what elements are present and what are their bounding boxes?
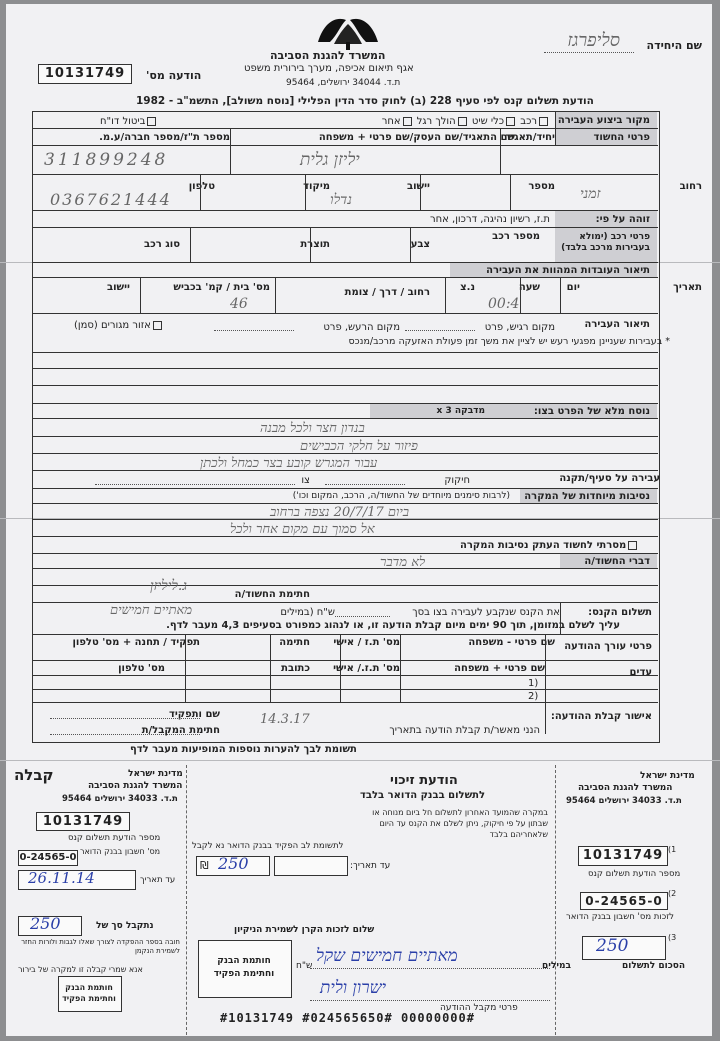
offense-source-options: רכב כלי שיט הולך רגל אחר xyxy=(250,116,550,127)
issuer-name-label: שם פרטי - משפחה xyxy=(468,637,555,648)
receipt-name-role: שם ותפקיד xyxy=(168,709,220,720)
ministry-address: ת.ד. 34044 ירושלים, 95464 xyxy=(286,78,401,88)
noise-source-label: מקום הרעש, פרט xyxy=(323,322,400,333)
receipt-state: מדינת ישראל xyxy=(128,769,183,779)
handwritten-phone: 0367621444 xyxy=(50,190,172,209)
handwritten-hour: 00:4 xyxy=(488,296,520,312)
offense-source-label: מקור ביצוע העבירה xyxy=(557,115,650,126)
footer-note: תשומת לבך להערות נוספות המופיעות מעבר לדף xyxy=(130,744,357,755)
checkbox-handed-copy[interactable] xyxy=(628,541,637,550)
handed-copy: מסרתי לחשוד העתק נסיבות המקרה xyxy=(460,540,639,551)
witness-name-label: שם פרטי + משפחה xyxy=(454,663,545,674)
facts-city-label: יישוב xyxy=(106,282,130,293)
voucher-right-notice-number: 10131749 xyxy=(578,846,668,866)
vehicle-color-label: צבע xyxy=(410,239,430,250)
voucher-right-account-label: לזכות מס' חשבון בבנק הדואר xyxy=(566,912,674,922)
vehicle-number-label: מספר רכב xyxy=(492,231,540,242)
handwritten-receipt-date: 14.3.17 xyxy=(260,712,310,727)
description-label: תיאור העבירה xyxy=(584,319,650,330)
receipt-title: קבלה xyxy=(14,766,54,784)
receipt-address: ת.ד. 34033 ירושלים 95464 xyxy=(62,794,178,804)
number-label: מספר xyxy=(528,181,555,192)
voucher-amount: 250 xyxy=(218,854,249,873)
violation-law-label: חיקוק xyxy=(444,475,470,486)
sensitive-place-label: מקום רגיש, פרט xyxy=(484,322,555,333)
receipt-signature: חתימת המקבל/ת xyxy=(141,725,220,736)
department-name: אגף תיאום אכיפה, מערך בירורית משפט xyxy=(244,63,414,74)
voucher-right-account: 0-24565-0 xyxy=(580,892,668,910)
suspect-words-label: דברי החשוד/ה xyxy=(584,556,650,567)
residential-area: אזור מגורים (סמן) xyxy=(74,320,164,331)
notice-title: הודעת תשלום קנס לפי סעיף 228 (ב) לחוק סדר הדין הפלילי [נוסח משולב], התשמ"ב - 1982 xyxy=(136,95,594,107)
voucher-text: במקרה שהמועד האחרון לתשלום חל ביום מנוחה או שבתון על פי חיקוק, ניתן לשלם את הקנס עד היום שלאחריהם בלבד xyxy=(372,808,548,839)
facts-street-label: רחוב / דרך / צומת xyxy=(344,287,430,298)
checkbox-other[interactable] xyxy=(403,117,412,126)
witness-row-1: 1) xyxy=(528,678,539,689)
voucher-until-label: עד תאריך: xyxy=(350,861,391,871)
facts-house-label: מס' בית / קמ' בכביש xyxy=(173,282,270,293)
suspect-section-label: פרטי החשוד xyxy=(593,132,650,143)
facts-hour-label: שעה xyxy=(518,282,540,293)
receipt-confirm-label: אישור קבלת ההודעה: xyxy=(550,711,652,722)
suspect-id-label: מספר ת"ז/מספר חברה/ע.מ. xyxy=(99,132,230,143)
witness-id-label: מס' ת.ז./ אישי xyxy=(333,663,400,674)
voucher-currency-icon: ₪ xyxy=(200,859,209,872)
identified-by-options: ת.ז, רשיון נהיגה, דרכון, אחר xyxy=(429,214,550,225)
vehicle-type-label: סוג רכב xyxy=(144,239,180,250)
checkbox-vehicle[interactable] xyxy=(539,117,548,126)
notice-number-label: הודעה מס' xyxy=(146,69,202,82)
payment-label: תשלום הקנס: xyxy=(588,607,652,618)
checkbox-vessel[interactable] xyxy=(506,117,515,126)
unit-name-line xyxy=(544,52,634,53)
receipt-ministry: המשרד להגנת הסביבה xyxy=(88,781,183,791)
handwritten-suspect-words: לא מדבר xyxy=(380,555,426,570)
receipt-bank-stamp-text: חותמת הבנק וחתימת הפקיד xyxy=(62,983,116,1003)
voucher-right-sum-label: הסכום לתשלום xyxy=(622,961,686,971)
witnesses-label: עדים xyxy=(629,667,652,678)
facts-day-label: יום xyxy=(566,282,580,293)
ministry-emblem-icon xyxy=(310,12,386,52)
handwritten-payment-words: מאתיים חמישים xyxy=(110,603,193,618)
facts-date-label: תאריך xyxy=(673,282,702,293)
suspect-name-label: שם התאגיד/שם העסק/שם פרטי + משפחה xyxy=(318,132,515,143)
suspect-signature-label: חתימת החשוד/ה xyxy=(234,589,310,600)
voucher-clerk-note: לתשומת לב הפקיד בבנק הדואר נא לקבל xyxy=(192,841,344,851)
voucher-title: הודעת זיכוי xyxy=(390,773,458,788)
receipt-date-label: עד תאריך xyxy=(140,875,176,885)
handwritten-street: זמני xyxy=(580,186,601,202)
fold-line xyxy=(0,760,720,761)
circumstances-handwriting-2: אל סמוך עם מקום אחר ולכל xyxy=(230,522,375,537)
witness-row-2: 2) xyxy=(528,691,539,702)
city-label: יישוב xyxy=(406,181,430,192)
unit-type-label: יחיד/תאגיד xyxy=(505,132,555,143)
receipt-notice-number-label: מספר הודעת תשלום קנס xyxy=(68,833,161,843)
voucher-words-value: מאתיים חמישים שקל xyxy=(316,946,458,966)
facts-title: תיאור העובדות המהוות את העבירה xyxy=(486,265,650,276)
voucher-subtitle: לתשלום בבנק הדואר בלבד xyxy=(360,790,486,801)
payment-line2: עליך לשלם במזומן, תוך 90 ימים מיום קבלת הודעה זו, או לנהוג כמפורט בסעיפים 4,3 מעבר לדף. xyxy=(166,620,620,631)
issuer-id-label: מס' ת.ז / אישי xyxy=(333,637,400,648)
handwritten-city: נדלו xyxy=(330,192,352,208)
receipt-date-value: 26.11.14 xyxy=(28,869,95,887)
handwritten-unit: סליפרגז xyxy=(567,30,620,51)
handwritten-id: 311899248 xyxy=(44,150,169,170)
vehicle-section-label: פרטי רכב (ימולא בעבירות מרכב בלבד) xyxy=(561,232,650,253)
receipt-confirm-line: הנני מאשר/ת קבלת הודעה בתאריך xyxy=(389,725,540,736)
violation-order-label: צו xyxy=(301,475,310,486)
unit-name-label: שם היחידה xyxy=(646,39,702,52)
receipt-account-number: 0-24565-0 xyxy=(18,850,78,866)
zip-label: מיקוד xyxy=(303,181,330,192)
checkbox-cancel-report[interactable] xyxy=(147,117,156,126)
voucher-date-box xyxy=(274,856,348,876)
voucher-words-label: ש"ח xyxy=(296,961,313,971)
notice-number: 10131749 xyxy=(38,64,132,84)
voucher-right-sum: 250 xyxy=(596,936,629,956)
violation-section-label: עבירה על סעיף/תקנה xyxy=(559,473,660,484)
noise-note: * בעבירות שעניינן מפגעי רעש יש לציין את משך זמן פעולת האזעקה מרכב/מנכס xyxy=(348,336,670,347)
voucher-right-mark-1: (1 xyxy=(668,845,677,854)
circumstances-handwriting-1: ביום 20/7/17 נצפה ברחוב xyxy=(270,505,410,520)
checkbox-pedestrian[interactable] xyxy=(458,117,467,126)
voucher-barcode: #10131749 #024565650# 00000000# xyxy=(220,1011,475,1025)
checkbox-residential[interactable] xyxy=(153,321,162,330)
ministry-name: המשרד להגנת הסביבה xyxy=(270,49,386,62)
facts-nz-label: נ.צ xyxy=(460,282,475,293)
voucher-right-notice-label: מספר הודעת תשלום קנס xyxy=(588,869,681,879)
voucher-right-mark-2: (2 xyxy=(668,889,677,898)
issuer-label: פרטי עורך ההודעה xyxy=(564,641,652,652)
handwritten-name: יליזן גלית xyxy=(300,150,360,170)
receipt-account-label: מס' חשבון בבנק הדואר xyxy=(80,847,161,856)
payment-line1: את הקנס שנקבע לעבירה בצו בסך xyxy=(412,607,560,618)
voucher-bank-stamp-text: חותמת הבנק וחתימת הפקיד xyxy=(213,956,275,979)
vehicle-make-label: תוצרת xyxy=(300,239,330,250)
issuer-role-label: תפקיד / תחנה + מס' טלפון xyxy=(72,637,200,648)
payment-line1b: ש"ח (במילים xyxy=(280,607,335,618)
voucher-right-mark-3: (3 xyxy=(668,933,677,942)
full-text-handwriting-2: פיזור על חלקי הכבישים xyxy=(300,439,418,454)
handwritten-suspect-signature: ג.ליליזן xyxy=(150,578,187,594)
voucher-right-address: ת.ד. 34033 ירושלים 95464 xyxy=(566,796,682,806)
full-text-sticker: מדבקה x 3 xyxy=(436,406,485,416)
circumstances-label: נסיבות מיוחדות של המקרה xyxy=(524,491,650,502)
identified-by-label: זוהה על פי: xyxy=(595,214,650,225)
witness-address-label: כתובת xyxy=(281,663,310,674)
full-text-label: נוסח מלא של הפרט בצו: xyxy=(533,406,650,417)
cancel-report: ביטול דו"ח xyxy=(100,116,158,127)
circumstances-note: (לרבות סימנים מיוחדים של החשוד/ה, הרכב, המקום וכו') xyxy=(292,491,510,501)
witness-phone-label: מס' טלפון xyxy=(118,663,165,674)
issuer-signature-label: חתימה xyxy=(279,637,310,648)
full-text-handwriting-3: עבור המגרש קובע בצר כמחל ולכתן xyxy=(200,456,378,471)
receipt-amount: 250 xyxy=(30,914,61,933)
receipt-amount-label: נתקבל סך של xyxy=(96,921,154,931)
voucher-payer-label: פרטי מקבל ההודעה xyxy=(440,1003,518,1013)
voucher-right-state: מדינת ישראל xyxy=(640,771,695,781)
voucher-credit-note: שלום לזכות הקרן לשמירת הניקיון xyxy=(234,925,375,935)
phone-label: טלפון xyxy=(188,181,215,192)
receipt-deposit-note: חובה בספר ההפקדה לצורך שאלו לגבות ולורות החזר לשמירת הנקמן xyxy=(21,938,180,955)
street-label: רחוב xyxy=(679,181,702,192)
receipt-notice-number: 10131749 xyxy=(36,812,130,831)
voucher-right-words-label: במילים xyxy=(542,961,572,971)
receipt-bank-note: אנא שמרי קבלה זו למקרה של בירור xyxy=(18,965,143,974)
handwritten-house: 46 xyxy=(230,296,248,312)
voucher-payer-value: ישרון ולית xyxy=(320,978,387,998)
voucher-right-ministry: המשרד להגנת הסביבה xyxy=(578,783,673,793)
full-text-handwriting-1: בנדון חצר ולכל מבנה xyxy=(260,421,365,436)
